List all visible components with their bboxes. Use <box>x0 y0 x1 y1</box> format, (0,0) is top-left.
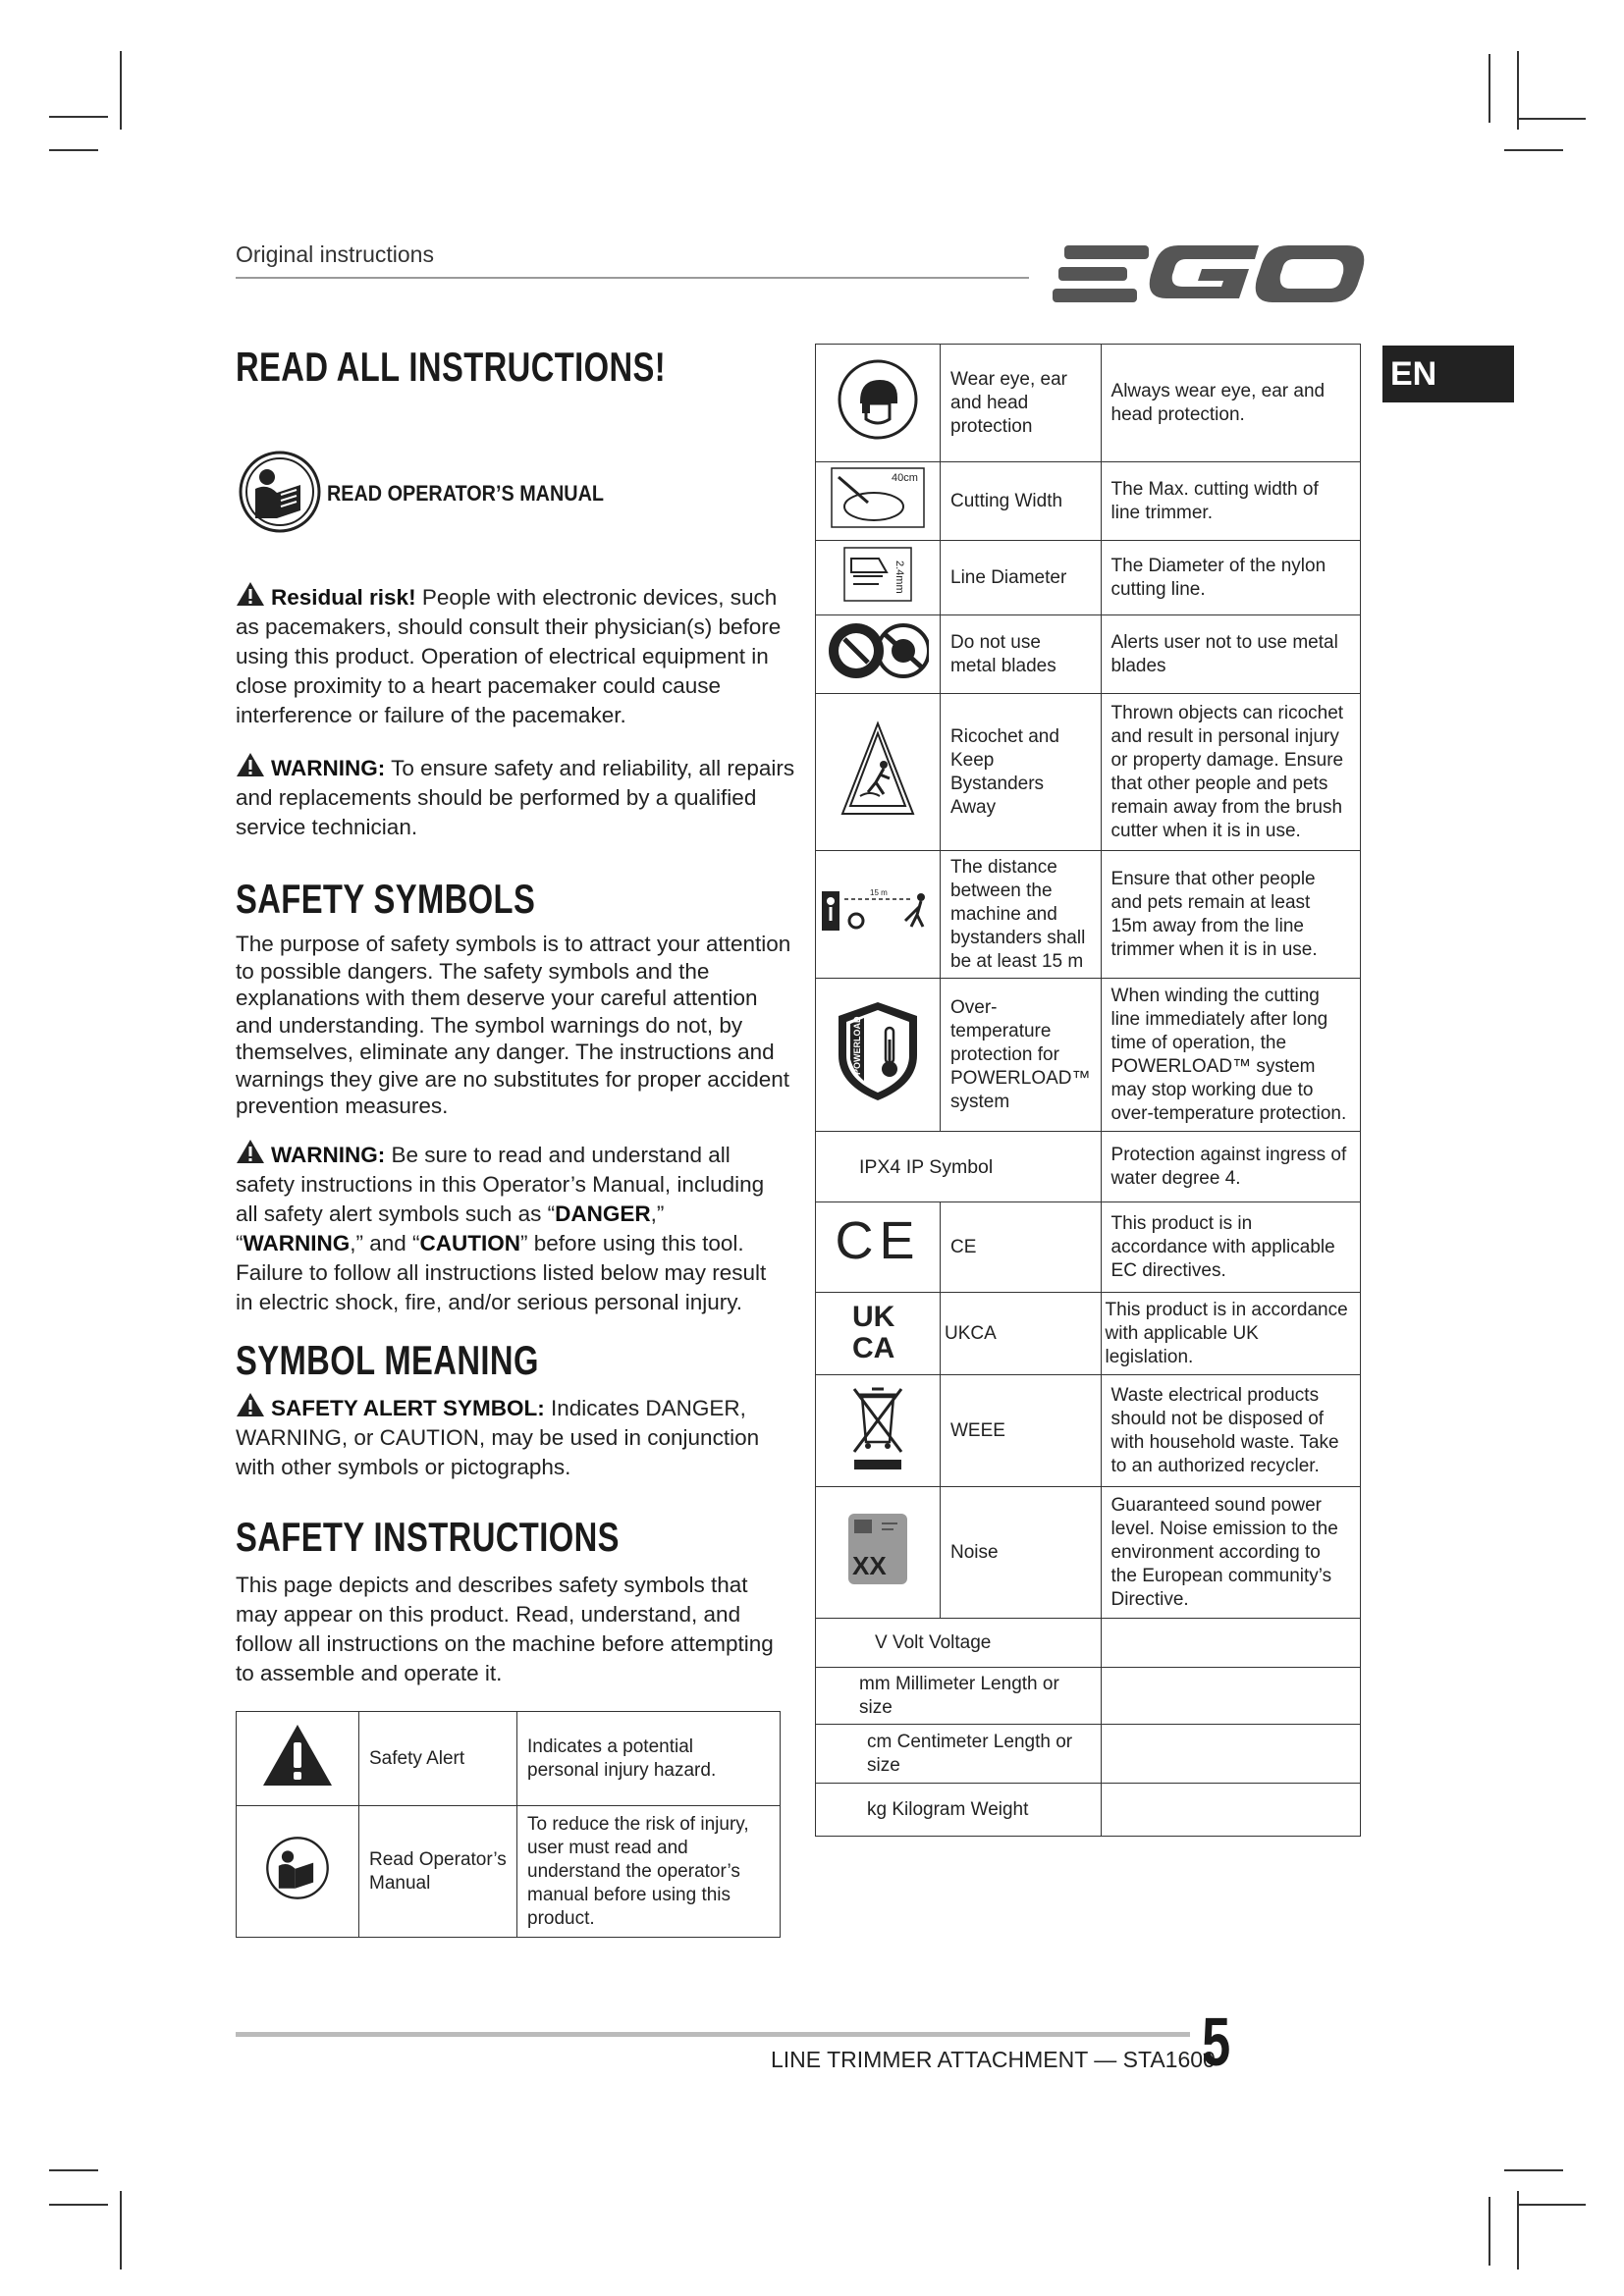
symbol-description: Indicates a potential personal injury hazard. <box>517 1712 781 1806</box>
table-row <box>816 1784 1361 1837</box>
ce-mark-icon: CE <box>835 1211 921 1270</box>
read-manual-icon <box>265 1836 330 1900</box>
ukca-mark-icon <box>846 1299 909 1362</box>
symbol-name: Wear eye, ear and head protection <box>941 345 1102 462</box>
unit-cell <box>816 1725 1102 1784</box>
symbol-name: Noise <box>941 1487 1102 1619</box>
warning-read-paragraph <box>236 1139 785 1317</box>
ego-logo <box>1053 240 1367 315</box>
symbol-name: Read Operator’s Manual <box>359 1806 517 1938</box>
symbol-description <box>1101 1725 1360 1784</box>
caution-word: CAUTION <box>419 1231 521 1255</box>
unit-symbol: kg <box>867 1798 888 1820</box>
crop-mark <box>49 149 98 151</box>
table-row <box>816 1202 1361 1293</box>
crop-mark <box>49 2204 108 2206</box>
residual-risk-text: People with electronic devices, such as pacemakers, should consult their physician(s) before using this product. Operation of electrical equipment in close proximity to a heart pacemaker could cause interference or failure of the pacemaker. <box>236 585 782 727</box>
crop-mark <box>120 2191 122 2269</box>
safety-alert-paragraph <box>236 1392 785 1482</box>
symbol-description: This product is in accordance with applicable EC directives. <box>1101 1202 1360 1293</box>
unit-meaning: Volt Voltage <box>892 1631 992 1653</box>
warning-label: WARNING: <box>271 756 386 780</box>
table-row <box>816 1725 1361 1784</box>
bystander-distance-icon <box>821 881 935 940</box>
crop-mark <box>1489 54 1490 123</box>
icon-cell <box>816 1375 941 1487</box>
weee-icon <box>848 1383 907 1471</box>
original-instructions-label: Original instructions <box>236 241 434 267</box>
symbol-description: The Diameter of the nylon cutting line. <box>1101 541 1360 615</box>
crop-mark <box>1489 2197 1490 2266</box>
unit-cell <box>816 1668 1102 1725</box>
symbol-description: Always wear eye, ear and head protection. <box>1101 345 1360 462</box>
unit-cell <box>816 1619 1102 1668</box>
unit-symbol: cm <box>867 1731 893 1752</box>
overtemperature-icon <box>837 1000 919 1102</box>
symbol-meaning-title: SYMBOL MEANING <box>236 1337 539 1383</box>
warning-word: WARNING <box>243 1231 351 1255</box>
crop-mark <box>49 116 108 118</box>
symbol-name: IP Symbol <box>905 1155 994 1178</box>
ip-symbol-cell <box>816 1132 1102 1202</box>
icon-cell <box>816 1293 941 1375</box>
header-rule <box>236 277 1029 279</box>
icon-cell <box>816 615 941 694</box>
residual-risk-label: Residual risk! <box>271 585 416 610</box>
warning-triangle-icon <box>261 1723 334 1788</box>
punct: ,” and “ <box>350 1231 420 1255</box>
symbol-name: Over-temperature protection for POWERLOAD™ system <box>941 979 1102 1132</box>
powerload-label: POWERLOAD <box>852 1016 862 1075</box>
warning-triangle-icon <box>236 1392 265 1417</box>
warning-read-text: Be sure to read and understand all safety instructions in this Operator’s Manual, including all safety alert symbols such as “ <box>236 1143 765 1226</box>
icon-cell <box>816 541 941 615</box>
noise-value: XX <box>852 1551 887 1580</box>
crop-mark <box>1517 2191 1519 2269</box>
table-row <box>816 1619 1361 1668</box>
left-symbol-table <box>236 1711 781 1938</box>
table-row <box>816 1487 1361 1619</box>
cutting-width-value: 40cm <box>892 472 918 484</box>
symbol-name: The distance between the machine and bystanders shall be at least 15 m <box>941 851 1102 979</box>
icon-cell <box>816 979 941 1132</box>
eye-ear-head-protection-icon <box>837 358 919 441</box>
read-manual-icon <box>238 450 322 539</box>
line-diameter-icon <box>843 547 912 602</box>
symbol-description: Alerts user not to use metal blades <box>1101 615 1360 694</box>
table-row <box>816 1375 1361 1487</box>
symbol-description: Protection against ingress of water degree 4. <box>1101 1132 1360 1202</box>
ipx4-label: IPX4 <box>859 1155 901 1178</box>
warning-repairs-paragraph <box>236 752 797 842</box>
symbol-description: Thrown objects can ricochet and result in personal injury or property damage. Ensure that other people and pets remain away from the brush cutter when it is in use. <box>1101 694 1360 851</box>
page-number: 5 <box>1202 2003 1231 2080</box>
unit-symbol: V <box>875 1631 888 1653</box>
punct: ,” “ <box>236 1201 665 1255</box>
symbol-description <box>1101 1619 1360 1668</box>
svg-text:UK: UK <box>852 1301 895 1333</box>
language-tab: EN <box>1382 346 1514 402</box>
safety-alert-text: Indicates DANGER, WARNING, or CAUTION, may be used in conjunction with other symbols or pictographs. <box>236 1396 760 1479</box>
table-row <box>237 1806 781 1938</box>
table-row <box>816 851 1361 979</box>
crop-mark <box>120 51 122 130</box>
footer-title: LINE TRIMMER ATTACHMENT — STA1600 <box>771 2047 1216 2072</box>
symbol-description: Waste electrical products should not be disposed of with household waste. Take to an authorized recycler. <box>1101 1375 1360 1487</box>
warning-triangle-icon <box>236 1139 265 1164</box>
crop-mark <box>1517 2204 1586 2206</box>
unit-meaning: Kilogram Weight <box>892 1798 1029 1820</box>
warning-triangle-icon <box>236 752 265 777</box>
table-row <box>237 1712 781 1806</box>
icon-cell <box>816 345 941 462</box>
table-row <box>816 462 1361 541</box>
svg-text:CA: CA <box>852 1332 895 1362</box>
symbol-name: Safety Alert <box>359 1712 517 1806</box>
read-manual-heading: READ OPERATOR’S MANUAL <box>327 481 604 506</box>
symbol-name: Do not use metal blades <box>941 615 1102 694</box>
symbol-description <box>1101 1668 1360 1725</box>
safety-alert-label: SAFETY ALERT SYMBOL: <box>271 1396 545 1420</box>
warning-read-text-end: ” before using this tool. Failure to follow all instructions listed below may result in electric shock, fire, and/or serious personal injury. <box>236 1231 767 1314</box>
noise-icon <box>846 1512 909 1586</box>
symbol-name: Line Diameter <box>941 541 1102 615</box>
crop-mark <box>1517 118 1586 120</box>
safety-instructions-text: This page depicts and describes safety symbols that may appear on this product. Read, understand, and follow all instructions on the machine before attempting to assemble and operate it. <box>236 1573 774 1685</box>
symbol-description: To reduce the risk of injury, user must read and understand the operator’s manual before using this product. <box>517 1806 781 1938</box>
symbol-name: Cutting Width <box>941 462 1102 541</box>
crop-mark <box>49 2169 98 2171</box>
table-row <box>816 694 1361 851</box>
read-all-instructions-title: READ ALL INSTRUCTIONS! <box>236 344 667 390</box>
icon-cell <box>237 1712 359 1806</box>
icon-cell <box>816 462 941 541</box>
warning-triangle-icon <box>236 581 265 607</box>
symbol-description: The Max. cutting width of line trimmer. <box>1101 462 1360 541</box>
right-symbol-table <box>815 344 1361 1837</box>
safety-symbols-title: SAFETY SYMBOLS <box>236 876 536 922</box>
unit-meaning: Millimeter Length or size <box>859 1673 1059 1718</box>
unit-cell <box>816 1784 1102 1837</box>
cutting-width-icon <box>831 467 925 528</box>
ricochet-icon <box>840 720 915 818</box>
table-row <box>816 979 1361 1132</box>
crop-mark <box>1504 149 1563 151</box>
table-row <box>816 541 1361 615</box>
symbol-name: Ricochet and Keep Bystanders Away <box>941 694 1102 851</box>
icon-cell <box>816 694 941 851</box>
symbol-name: CE <box>941 1202 1102 1293</box>
no-metal-blades-icon <box>827 619 929 682</box>
crop-mark <box>1504 2169 1563 2171</box>
icon-cell <box>816 1487 941 1619</box>
symbol-name: UKCA <box>941 1293 1102 1375</box>
safety-symbols-text: The purpose of safety symbols is to attract your attention to possible dangers. The safety symbols and the explanations with them deserve your careful attention and understanding. The symbol warnings do not, by themselves, eliminate any danger. The instructions and warnings they give are no substitutes for proper accident prevention measures. <box>236 932 791 1118</box>
unit-meaning: Centimeter Length or size <box>867 1731 1073 1776</box>
warning-repairs-text: To ensure safety and reliability, all repairs and replacements should be performed by a qualified service technician. <box>236 756 795 839</box>
residual-risk-paragraph <box>236 581 785 730</box>
table-row <box>816 1293 1361 1375</box>
symbol-description: This product is in accordance with applicable UK legislation. <box>1101 1293 1360 1375</box>
table-row <box>816 615 1361 694</box>
unit-symbol: mm <box>859 1673 891 1694</box>
icon-cell <box>237 1806 359 1938</box>
danger-word: DANGER <box>555 1201 651 1226</box>
warning-label: WARNING: <box>271 1143 386 1167</box>
symbol-description <box>1101 1784 1360 1837</box>
table-row <box>816 1132 1361 1202</box>
footer-rule <box>236 2032 1190 2037</box>
symbol-name: WEEE <box>941 1375 1102 1487</box>
symbol-description: Ensure that other people and pets remain at least 15m away from the line trimmer when it is in use. <box>1101 851 1360 979</box>
icon-cell <box>816 851 941 979</box>
table-row <box>816 1668 1361 1725</box>
symbol-description: Guaranteed sound power level. Noise emission to the environment according to the European community’s Directive. <box>1101 1487 1360 1619</box>
table-row <box>816 345 1361 462</box>
distance-value: 15 m <box>870 888 888 897</box>
symbol-description: When winding the cutting line immediately after long time of operation, the POWERLOAD™ system may stop working due to over-temperature protection. <box>1101 979 1360 1132</box>
icon-cell <box>816 1202 941 1293</box>
line-diameter-value: 2.4mm <box>893 561 905 594</box>
safety-instructions-title: SAFETY INSTRUCTIONS <box>236 1514 620 1560</box>
